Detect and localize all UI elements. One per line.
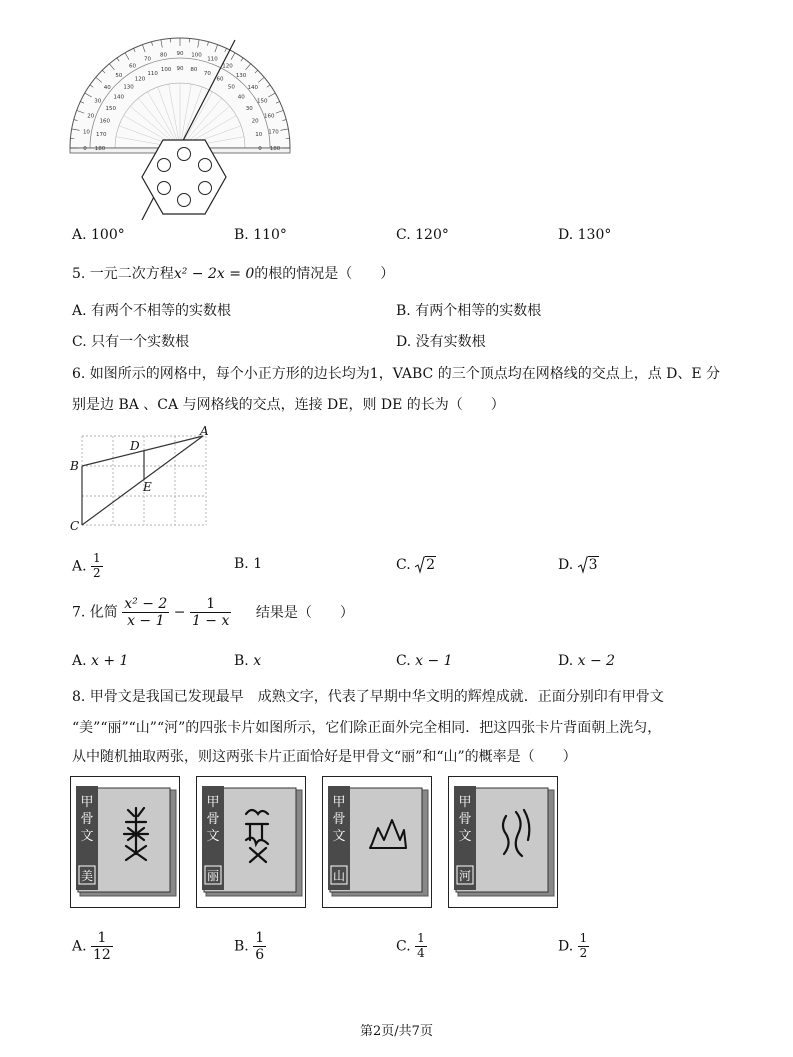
oracle-card-4 [448,776,558,908]
protractor-label: 0 [258,146,262,152]
card-char-label: 美 [80,869,94,883]
protractor-label: 20 [87,113,95,120]
card-spine-char: 骨 [206,812,220,827]
protractor-label: 140 [247,84,259,91]
card-spine-char: 文 [332,829,346,844]
protractor-label: 100 [191,52,202,59]
protractor-label: 160 [99,118,111,125]
protractor-label: 140 [113,94,124,101]
protractor-label: 40 [237,94,245,101]
q6-option-b[interactable]: B. 1 [234,556,263,572]
protractor-label: 60 [129,63,136,70]
card-spine-char: 甲 [332,795,346,810]
card-spine-char: 骨 [332,812,346,827]
card-char-label: 山 [332,869,346,883]
card-spine-char: 甲 [206,795,220,810]
protractor-label: 10 [82,129,90,136]
q8-stem-line1: 8. 甲骨文是我国已发现最早 成熟文字，代表了早期中华文明的辉煌成就．正面分别印有甲骨文 [72,689,664,705]
q8-stem-line3: 从中随机抽取两张，则这两张卡片正面恰好是甲骨文“丽”和“山”的概率是（ ） [72,749,577,765]
grid-figure [66,424,216,534]
q6-option-c[interactable]: C. 2 [396,557,436,573]
q8-option-b[interactable]: B. $\frac{1}{6}$ [234,930,265,964]
protractor-label: 120 [222,63,233,70]
q4-option-b[interactable]: B. 110° [234,227,287,243]
card-spine-char: 文 [206,829,220,844]
card-char-label: 丽 [206,869,220,883]
vertex-b-label: B [70,459,79,473]
protractor-label: 50 [115,73,123,80]
sqrt-sign [415,556,425,574]
q5-equation: x² − 2x = 0 [173,266,255,282]
card-spine-char: 甲 [458,795,472,810]
q6-option-d[interactable]: D. 3 [558,557,598,573]
oracle-card-1 [70,776,180,908]
protractor-label: 40 [103,84,111,91]
protractor-label: 170 [268,129,279,136]
card-spine-char: 文 [80,829,94,844]
q4-option-d[interactable]: D. 130° [558,227,612,243]
protractor-figure [60,30,300,220]
protractor-label: 10 [255,132,263,139]
q7-stem: 7. 化简 $\frac{\text{x² − 2}}{x - 1}$ − $\frac{1}{1 - x}$ 结果是（ ） [72,596,354,630]
card-spine-char: 骨 [80,812,94,827]
oracle-card-2 [196,776,306,908]
q8-option-c[interactable]: C. $\frac{1}{4}$ [396,931,425,960]
protractor-label: 90 [176,51,184,57]
card-char-label: 河 [458,869,472,883]
protractor-label: 180 [94,146,106,152]
q8-option-a[interactable]: A. $\frac{1}{12}$ [72,930,111,964]
q7-option-d[interactable]: D. x − 2 [558,653,616,669]
q5-option-a[interactable]: A. 有两个不相等的实数根 [72,303,232,319]
protractor-label: 100 [160,67,172,74]
q6-stem-line2: 别是边 BA 、CA 与网格线的交点，连接 DE，则 DE 的长为（ ） [72,397,505,413]
card-spine-char: 文 [458,829,472,844]
q5-option-c[interactable]: C. 只有一个实数根 [72,334,190,350]
protractor-label: 30 [94,98,102,105]
q6-option-a[interactable]: A. $\frac{1}{2}$ [72,551,101,580]
protractor-label: 70 [144,56,152,63]
card-spine-char: 甲 [80,795,94,810]
oracle-card-3 [322,776,432,908]
protractor-label: 170 [95,132,107,139]
protractor-label: 80 [190,67,198,74]
card-spine-char: 骨 [458,812,472,827]
protractor-label: 150 [105,106,116,112]
protractor-label: 150 [257,98,268,105]
protractor-label: 160 [264,113,275,120]
protractor-label: 0 [83,146,87,152]
q8-stem-line2: “美”“丽”“山”“河”的四张卡片如图所示，它们除正面外完全相同．把这四张卡片背面朝上洗匀， [72,720,662,736]
q4-option-c[interactable]: C. 120° [396,227,449,243]
protractor-label: 80 [160,52,168,59]
protractor-label: 110 [207,56,218,63]
protractor-label: 90 [176,66,184,72]
protractor-label: 60 [216,76,224,83]
protractor-label: 130 [123,84,134,91]
protractor-label: 110 [147,70,158,77]
q7-option-b[interactable]: B. x [234,653,262,669]
q5-option-d[interactable]: D. 没有实数根 [396,334,486,350]
sqrt-sign [578,556,588,574]
vertex-c-label: C [70,519,80,533]
q5-option-b[interactable]: B. 有两个相等的实数根 [396,303,542,319]
protractor-label: 20 [251,118,259,125]
protractor-label: 50 [227,84,235,91]
protractor-label: 30 [245,106,253,112]
protractor-label: 130 [235,73,247,80]
protractor-label: 70 [203,70,211,77]
protractor-label: 120 [134,76,146,83]
q6-stem-line1: 6. 如图所示的网格中，每个小正方形的边长均为1，VABC 的三个顶点均在网格线的交点上，点 D、E 分 [72,366,721,382]
q7-option-c[interactable]: C. x − 1 [396,653,453,669]
vertex-a-label: A [200,424,209,438]
page-footer: 第2页/共7页 [360,1024,433,1039]
protractor-label: 180 [269,146,281,152]
point-d-label: D [130,439,140,453]
q7-option-a[interactable]: A. x + 1 [72,653,129,669]
point-e-label: E [143,480,152,494]
q4-option-a[interactable]: A. 100° [72,227,125,243]
q8-option-d[interactable]: D. $\frac{1}{2}$ [558,931,588,960]
q5-stem: 5. 一元二次方程x² − 2x = 0的根的情况是（ ） [72,266,395,282]
